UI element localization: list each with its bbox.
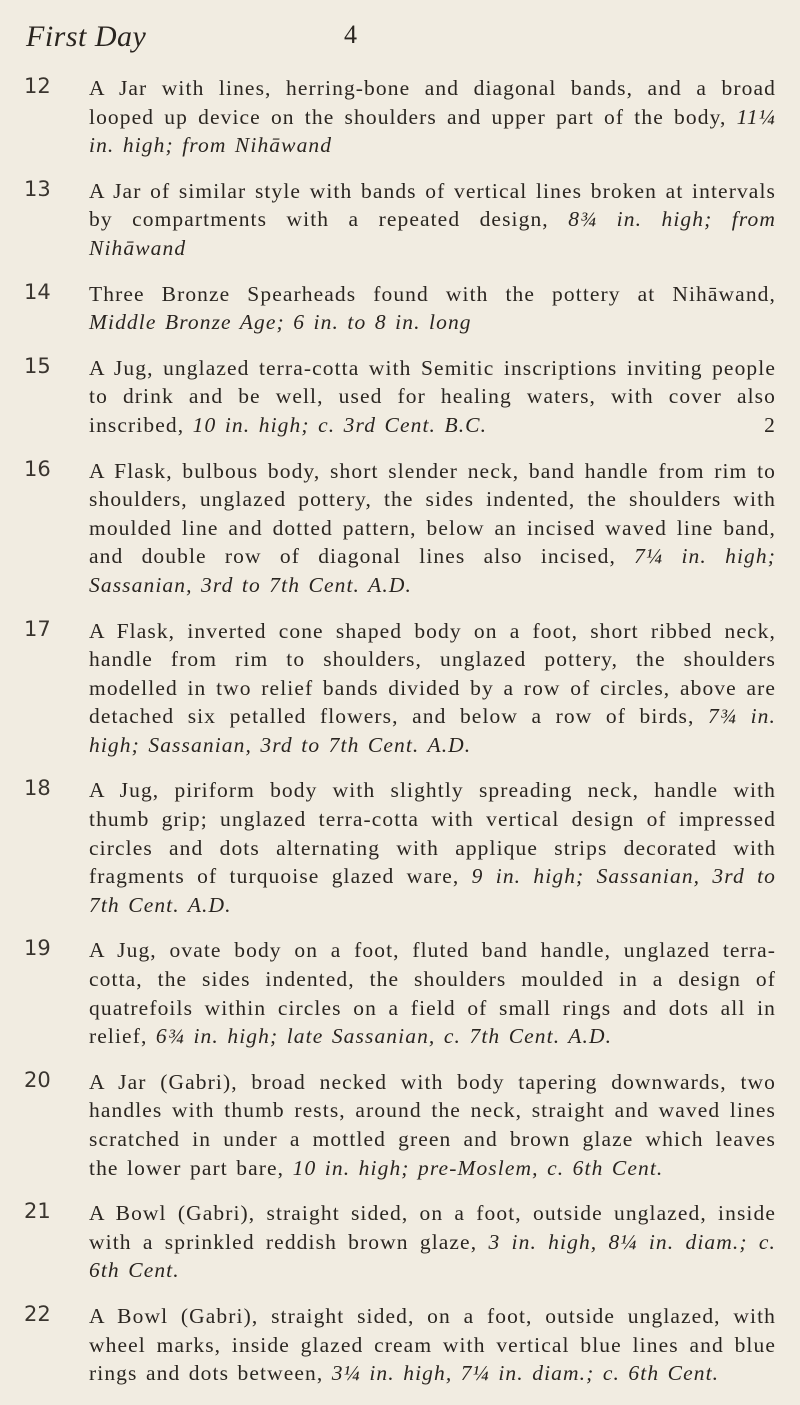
lot-number: 17 (24, 616, 51, 641)
lot-entry (24, 617, 776, 760)
lot-detail: 6¾ in. high; late Sassanian, c. 7th Cent. A.D. (155, 1024, 613, 1049)
lot-number: 14 (24, 279, 51, 304)
lot-description (89, 776, 776, 919)
page-number: 4 (344, 20, 357, 49)
lot-detail: 3 in. high, 8¼ in. diam.; c. 6th Cent. (89, 1229, 776, 1283)
lot-entry (24, 354, 776, 440)
running-title: First Day (26, 20, 147, 53)
lot-entry (24, 1199, 776, 1285)
lot-detail: Middle Bronze Age; 6 in. to 8 in. long (89, 310, 472, 335)
lot-entry (24, 1302, 776, 1388)
lot-entry (24, 457, 776, 600)
lot-description-text: A Flask, inverted cone shaped body on a foot, short ribbed neck, handle from rim to shoulders, unglazed pottery, the shoulders modelled in two relief bands divided by a row of circles, above are detached six petalled flowers, and below a row of birds, (89, 618, 776, 729)
lot-detail: 9 in. high; Sassanian, 3rd to 7th Cent. A.D. (89, 864, 776, 917)
lot-description-text: A Jar (Gabri), broad necked with body tapering downwards, two handles with thumb rests, around the neck, straight and waved lines scratched in under a mottled green and brown glaze which leaves the lower part bare, (89, 1069, 776, 1180)
lot-number: 19 (24, 936, 51, 961)
lot-description-text: A Jug, ovate body on a foot, fluted band handle, unglazed terra-cotta, the sides indented, the shoulders moulded in a design of quatrefoils within circles on a field of small rings and dots all in relief, (89, 938, 776, 1049)
lot-number: 20 (24, 1067, 51, 1092)
lot-number: 12 (24, 74, 51, 98)
lot-detail: 7¼ in. high; Sassanian, 3rd to 7th Cent. A.D. (89, 544, 776, 597)
lot-description (89, 1199, 776, 1285)
lot-number: 22 (24, 1301, 51, 1326)
lot-description-text: A Bowl (Gabri), straight sided, on a foot, outside unglazed, inside with a sprinkled reddish brown glaze, (89, 1201, 776, 1254)
lot-description (89, 354, 776, 440)
lot-number: 15 (24, 353, 51, 378)
lot-list (24, 74, 776, 1405)
lot-description (89, 280, 776, 337)
lot-description (89, 74, 776, 160)
page-header (26, 20, 760, 60)
lot-description (89, 457, 776, 600)
lot-description-text: Three Bronze Spearheads found with the pottery at Nihāwand, (89, 281, 776, 306)
lot-entry (24, 177, 776, 263)
lot-entry (24, 936, 776, 1050)
lot-number: 21 (24, 1199, 51, 1224)
lot-description-text: A Bowl (Gabri), straight sided, on a foot, outside unglazed, with wheel marks, inside glazed cream with vertical blue lines and blue rings and dots between, (89, 1303, 776, 1386)
lot-description-text: A Flask, bulbous body, short slender neck, band handle from rim to shoulders, unglazed pottery, the sides indented, the shoulders with moulded line and dotted pattern, below an incised waved line band, and double row of diagonal lines also incised, (89, 458, 776, 569)
lot-detail: 10 in. high; pre-Moslem, c. 6th Cent. (292, 1155, 664, 1180)
lot-detail: 3¼ in. high, 7¼ in. diam.; c. 6th Cent. (331, 1361, 720, 1386)
lot-description (89, 936, 776, 1050)
lot-entry (24, 776, 776, 919)
lot-description-text: A Jar with lines, herring-bone and diagonal bands, and a broad looped up device on the shoulders and upper part of the body, (89, 76, 776, 129)
lot-entry (24, 280, 776, 337)
lot-trailing-mark: 2 (764, 412, 776, 437)
lot-description (89, 1302, 776, 1388)
lot-description-text: A Jar of similar style with bands of vertical lines broken at intervals by compartments with a repeated design, (89, 178, 776, 232)
lot-number: 16 (24, 456, 51, 481)
lot-description (89, 177, 776, 263)
lot-detail: 7¾ in. high; Sassanian, 3rd to 7th Cent. A.D. (89, 704, 776, 757)
lot-number: 13 (24, 176, 51, 201)
lot-detail: 11¼ in. high; from Nihāwand (89, 104, 776, 158)
lot-description-text: A Jug, piriform body with slightly spreading neck, handle with thumb grip; unglazed terra-cotta with vertical design of impressed circles and dots alternating with applique strips decorated with fragments of turquoise glazed ware, (89, 778, 776, 889)
lot-entry (24, 74, 776, 160)
lot-description-text: A Jug, unglazed terra-cotta with Semitic inscriptions inviting people to drink and be well, used for healing waters, with cover also inscribed, (89, 355, 776, 437)
lot-detail: 10 in. high; c. 3rd Cent. B.C. (192, 412, 488, 437)
lot-description (89, 1068, 776, 1182)
lot-number: 18 (24, 776, 51, 801)
lot-detail: 8¾ in. high; from Nihāwand (89, 207, 776, 260)
lot-entry (24, 1068, 776, 1182)
lot-description (89, 617, 776, 760)
